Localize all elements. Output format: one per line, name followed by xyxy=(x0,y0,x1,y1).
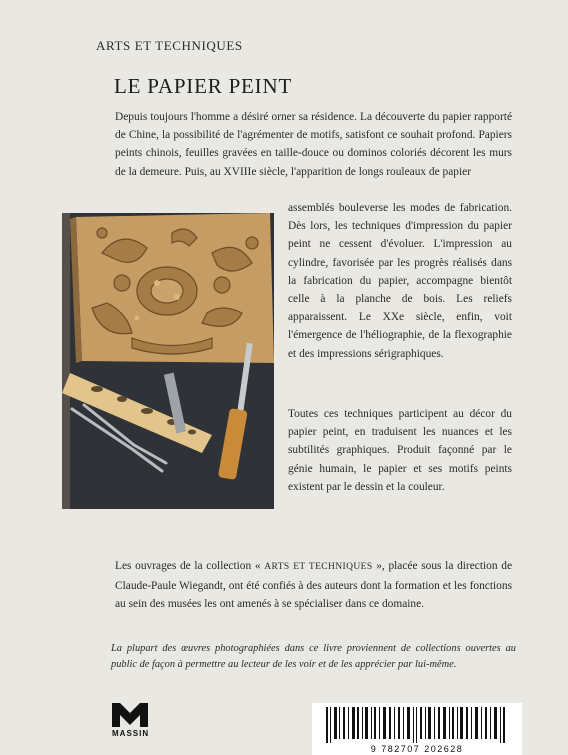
wood-block-photo xyxy=(62,213,274,509)
photo-credit-note: La plupart des œuvres photographiées dans ce livre proviennent de collections ouvertes au public de façon à permettre au lecteur de les voir et de les apprécier par lui-même. xyxy=(111,643,516,670)
collection-paragraph xyxy=(115,557,512,614)
publisher-name: MASSIN xyxy=(112,729,150,738)
collection-text-end: », placée sous la direction de Claude-Paule Wiegandt, ont été confiés à des auteurs dont la formation et les fonctions au sein des musées les ont amenés à se spécialiser dans ce domaine. xyxy=(115,560,512,610)
publisher-logo xyxy=(112,703,152,738)
closing-paragraph: Toutes ces techniques participent au décor du papier peint, en traduisent les nuances et les subtilités graphiques. Produit façonné par le génie humain, le papier et ses motifs peints existent par le dessin et la couleur. xyxy=(288,408,512,493)
wrapped-paragraph: assemblés bouleverse les modes de fabrication. Dès lors, les techniques d'impression du papier peint ne cessent d'évoluer. L'impression au cylindre, favorisée par les progrès réalisés dans la fabrication du papier, accompagne bientôt celle à la planche de bois. Les reliefs apparaissent. Le XXe siècle, enfin, voit l'émergence de l'héliographie, de la flexographie et des impressions sérigraphiques. xyxy=(288,202,512,360)
intro-paragraph: Depuis toujours l'homme a désiré orner sa résidence. La découverte du papier rapporté de Chine, la possibilité de l'agrémenter de motifs, satisfont ce souhait profond. Papiers peints chinois, feuilles gravées en taille-douce ou dominos coloriés décorent les murs de la demeure. Puis, au XVIIIe siècle, l'apparition de longs rouleaux de papier xyxy=(115,111,512,178)
collection-name: ARTS ET TECHNIQUES xyxy=(264,562,373,572)
book-title: LE PAPIER PEINT xyxy=(114,74,293,98)
publisher-logo-icon xyxy=(112,703,148,727)
series-name: ARTS ET TECHNIQUES xyxy=(96,38,243,53)
isbn-number: 9 782707 202628 xyxy=(370,744,464,754)
isbn-barcode xyxy=(312,703,522,755)
collection-text-start: Les ouvrages de la collection « xyxy=(115,560,265,572)
